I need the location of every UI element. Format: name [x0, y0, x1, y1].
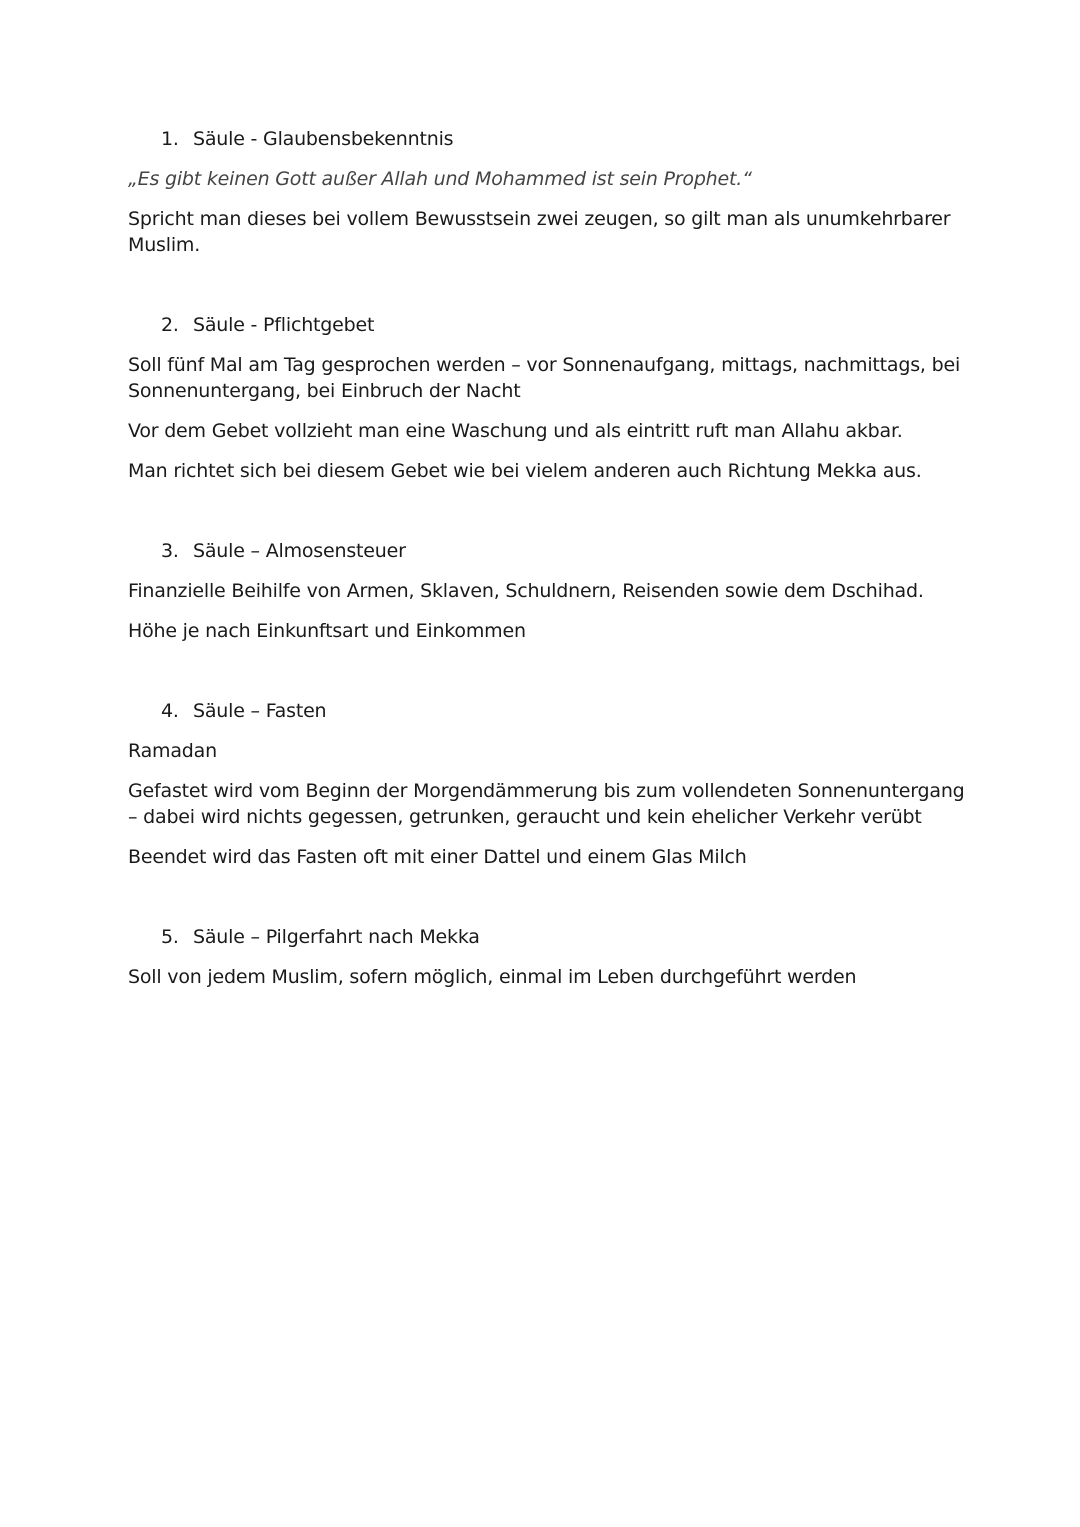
section-heading [128, 698, 968, 724]
section-heading [128, 126, 968, 152]
section-heading [128, 312, 968, 338]
section-3 [128, 538, 968, 644]
section-title: Säule - Pflichtgebet [193, 314, 375, 336]
section-number: 2. [161, 314, 179, 336]
paragraph: Man richtet sich bei diesem Gebet wie bei vielem anderen auch Richtung Mekka aus. [128, 460, 922, 482]
paragraph: Beendet wird das Fasten oft mit einer Dattel und einem Glas Milch [128, 846, 747, 868]
paragraph: Höhe je nach Einkunftsart und Einkommen [128, 620, 526, 642]
section-2 [128, 312, 968, 484]
creed-quote: „Es gibt keinen Gott außer Allah und Mohammed ist sein Prophet.“ [128, 168, 752, 190]
paragraph: Soll fünf Mal am Tag gesprochen werden – vor Sonnenaufgang, mittags, nachmittags, bei Sonnenuntergang, bei Einbruch der Nacht [128, 354, 961, 402]
section-title: Säule – Almosensteuer [193, 540, 406, 562]
section-number: 5. [161, 926, 179, 948]
section-gap [128, 498, 968, 538]
document-body [128, 126, 968, 1004]
section-title: Säule – Pilgerfahrt nach Mekka [193, 926, 480, 948]
section-number: 1. [161, 128, 179, 150]
paragraph: Spricht man dieses bei vollem Bewusstsein zwei zeugen, so gilt man als unumkehrbarer Muslim. [128, 208, 951, 256]
paragraph: Finanzielle Beihilfe von Armen, Sklaven, Schuldnern, Reisenden sowie dem Dschihad. [128, 580, 924, 602]
section-title: Säule – Fasten [193, 700, 327, 722]
paragraph: Vor dem Gebet vollzieht man eine Waschung und als eintritt ruft man Allahu akbar. [128, 420, 903, 442]
section-4 [128, 698, 968, 870]
section-number: 4. [161, 700, 179, 722]
section-gap [128, 272, 968, 312]
section-1 [128, 126, 968, 258]
section-gap [128, 658, 968, 698]
section-gap [128, 884, 968, 924]
section-number: 3. [161, 540, 179, 562]
paragraph: Gefastet wird vom Beginn der Morgendämmerung bis zum vollendeten Sonnenuntergang – dabei wird nichts gegessen, getrunken, geraucht und kein ehelicher Verkehr verübt [128, 780, 965, 828]
paragraph: Soll von jedem Muslim, sofern möglich, einmal im Leben durchgeführt werden [128, 966, 857, 988]
section-heading [128, 538, 968, 564]
section-heading [128, 924, 968, 950]
section-5 [128, 924, 968, 990]
section-title: Säule - Glaubensbekenntnis [193, 128, 454, 150]
paragraph: Ramadan [128, 740, 217, 762]
